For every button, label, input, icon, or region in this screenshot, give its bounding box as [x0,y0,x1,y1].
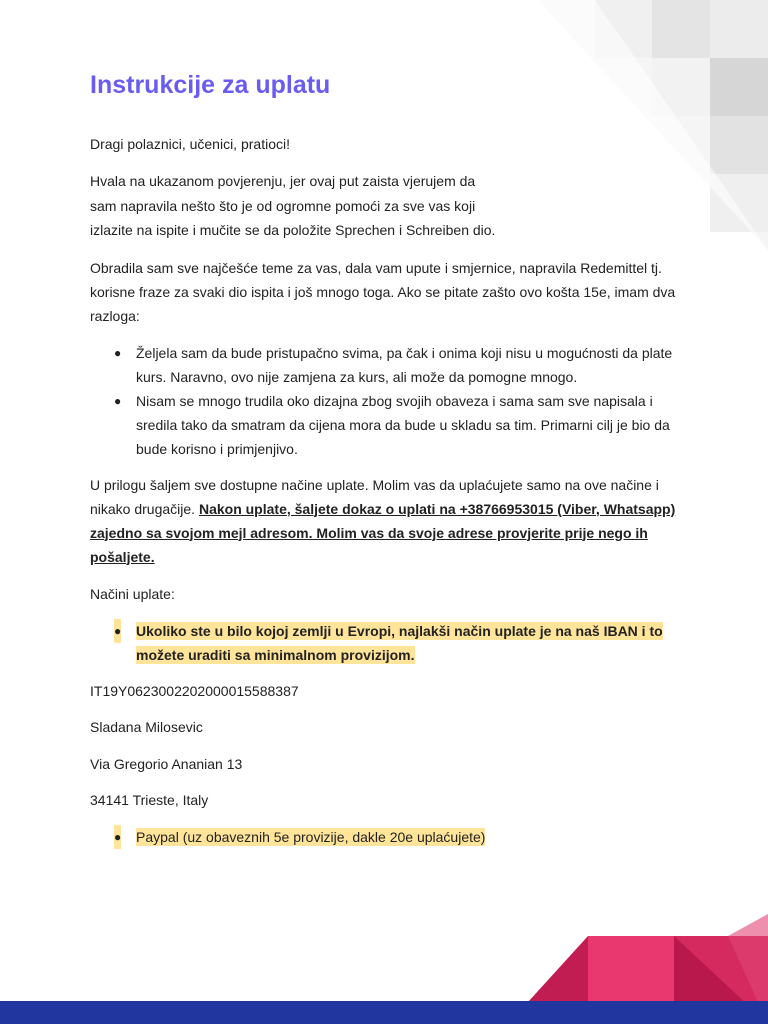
reason-text: Željela sam da bude pristupačno svima, pa čak i onima koji nisu u mogućnosti da plate kurs. Naravno, ovo nije zamjena za kurs, ali može da pomogne mnogo. [136,344,673,385]
document-body [90,68,690,861]
bullet-icon: ● [114,619,121,643]
account-address: Via Gregorio Ananian 13 [90,755,243,772]
intro-paragraph [90,169,690,243]
bullet-icon: ● [114,345,122,360]
account-name: Sladana Milosevic [90,719,203,735]
bullet-icon: ● [114,825,121,849]
list-item [90,619,690,667]
iban-value: IT19Y0623002202000015588387 [90,682,299,699]
list-item [90,825,690,849]
intro-line: izlazite na ispite i mučite se da položite Sprechen i Schreiben dio. [90,222,496,238]
paragraph-topics: Obradila sam sve najčešće teme za vas, dala vam upute i smjernice, napravila Redemittel tj. korisne fraze za svaki dio ispita i još mnogo toga. Ako se pitate zašto ovo košta 15e, imam dva razloga: [90,259,676,324]
instructions-bold-text: Nakon uplate, šaljete dokaz o uplati na +38766953015 (Viber, Whatsapp) zajedno sa svojom mejl adresom. Molim vas da svoje adrese provjerite prije nego ih pošaljete. [90,500,676,565]
list-item [90,341,690,389]
paragraph-instructions [90,473,690,569]
page-title: Instrukcije za uplatu [90,71,331,99]
methods-label: Načini uplate: [90,585,175,602]
methods-list-iban [90,619,690,667]
method-iban-text: Ukoliko ste u bilo kojoj zemlji u Evropi, najlakši način uplate je na naš IBAN i to možete uraditi sa minimalnom provizijom. [136,622,663,663]
method-paypal-text: Paypal (uz obaveznih 5e provizije, dakle 20e uplaćujete) [136,828,486,845]
footer-bar [0,1001,768,1024]
reason-text: Nisam se mnogo trudila oko dizajna zbog svojih obaveza i sama sam sve napisala i sredila tako da smatram da cijena mora da bude u skladu sa tim. Primarni cilj je bio da bude korisno i primjenjivo. [136,392,670,457]
intro-line: Hvala na ukazanom povjerenju, jer ovaj put zaista vjerujem da [90,173,476,189]
instructions-text: U prilogu šaljem sve dostupne načine uplate. Molim vas da uplaćujete samo na ove načine i nikako drugačije. [90,476,659,517]
account-city: 34141 Trieste, Italy [90,792,209,808]
bullet-icon: ● [114,393,122,408]
reasons-list [90,341,690,461]
intro-line: sam napravila nešto što je od ogromne pomoći za sve vas koji [90,197,476,214]
greeting: Dragi polaznici, učenici, pratioci! [90,136,290,152]
list-item [90,389,690,461]
methods-list-paypal [90,825,690,849]
